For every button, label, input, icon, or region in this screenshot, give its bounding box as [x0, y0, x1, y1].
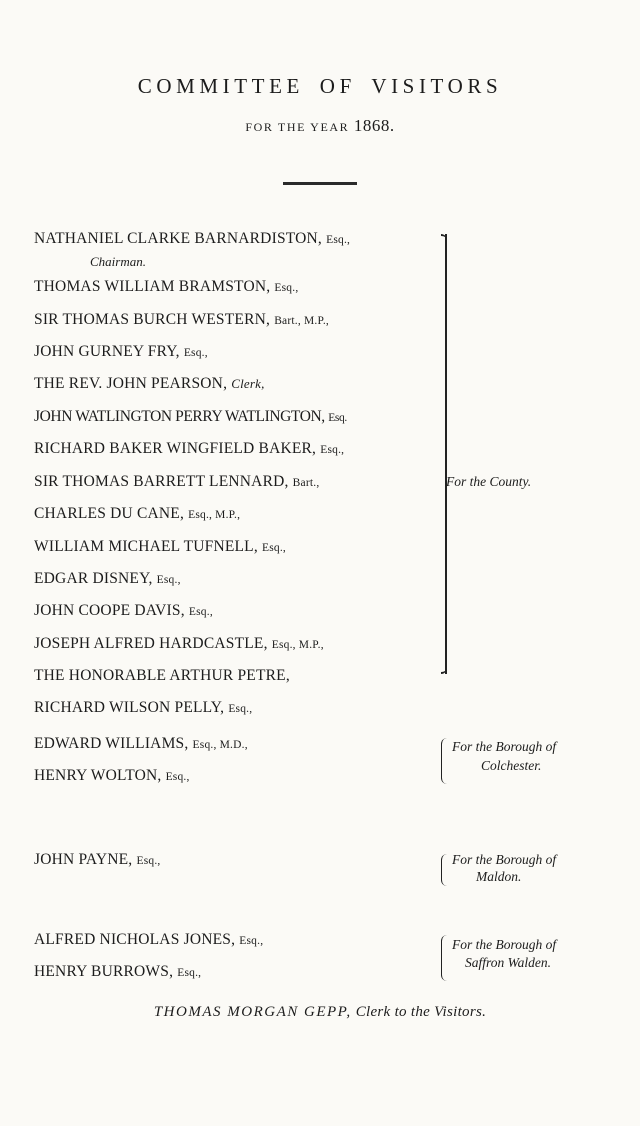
clerk-role: Clerk to the Visitors.	[355, 1004, 487, 1020]
member-name: THE HONORABLE ARTHUR PETRE,	[34, 667, 290, 684]
member-suffix: Esq.,	[183, 347, 208, 359]
member-name: JOHN WATLINGTON PERRY WATLINGTON,	[34, 408, 325, 425]
member-name: RICHARD WILSON PELLY,	[34, 699, 225, 716]
member-name: EDGAR DISNEY,	[34, 570, 153, 587]
member-name: CHARLES DU CANE,	[34, 505, 185, 522]
maldon-label-1: For the Borough of	[452, 852, 557, 867]
member-suffix: Bart.,	[292, 477, 320, 489]
clerk-name: THOMAS MORGAN GEPP,	[153, 1004, 352, 1020]
member-suffix: Esq.,	[228, 703, 253, 715]
member-suffix: Esq.,	[239, 935, 264, 947]
member-name: JOHN PAYNE,	[34, 851, 133, 868]
member-row	[34, 230, 350, 248]
member-row	[34, 375, 265, 393]
member-name: JOHN COOPE DAVIS,	[34, 602, 185, 619]
chairman-note: Chairman.	[90, 254, 146, 269]
member-name: HENRY BURROWS,	[34, 963, 174, 980]
page-subtitle	[0, 116, 640, 136]
subtitle-prefix: FOR THE YEAR	[245, 120, 350, 134]
member-row	[34, 473, 319, 491]
member-row	[34, 931, 263, 949]
saffron-label-1: For the Borough of	[452, 937, 557, 952]
member-suffix: Esq.,	[274, 282, 299, 294]
member-suffix: Esq.,	[320, 444, 345, 456]
page-title: COMMITTEE OF VISITORS	[137, 74, 503, 98]
member-suffix: Esq.	[328, 412, 347, 424]
member-row	[34, 311, 329, 329]
member-suffix: Bart., M.P.,	[274, 315, 329, 327]
maldon-label-2: Maldon.	[476, 869, 522, 884]
member-row	[34, 538, 286, 556]
member-row	[34, 505, 240, 523]
member-suffix: Esq.,	[262, 542, 286, 554]
member-name: NATHANIEL CLARKE BARNARDISTON,	[34, 230, 323, 247]
member-row	[34, 343, 208, 361]
member-row	[34, 735, 248, 753]
member-name: WILLIAM MICHAEL TUFNELL,	[34, 538, 258, 555]
member-name: EDWARD WILLIAMS,	[34, 735, 189, 752]
member-row	[34, 963, 201, 981]
member-row	[34, 667, 290, 685]
member-row	[34, 408, 347, 426]
member-row	[34, 635, 324, 653]
member-name: JOHN GURNEY FRY,	[34, 343, 180, 360]
member-name: ALFRED NICHOLAS JONES,	[34, 931, 236, 948]
member-name: THE REV. JOHN PEARSON,	[34, 375, 228, 392]
member-row	[34, 851, 160, 869]
member-name: SIR THOMAS BARRETT LENNARD,	[34, 473, 289, 490]
member-row	[34, 278, 298, 296]
member-row	[34, 440, 344, 458]
member-row	[34, 570, 181, 588]
title-rule	[283, 182, 357, 185]
member-row	[34, 699, 252, 717]
saffron-bracket	[441, 935, 448, 981]
member-name: SIR THOMAS BURCH WESTERN,	[34, 311, 271, 328]
member-name: RICHARD BAKER WINGFIELD BAKER,	[34, 440, 317, 457]
member-suffix: Esq.,	[156, 574, 181, 586]
member-row	[34, 602, 213, 620]
colchester-label-1: For the Borough of	[452, 739, 557, 754]
member-suffix: Esq.,	[188, 606, 213, 618]
member-row	[34, 767, 190, 785]
member-suffix: Esq.,	[165, 771, 190, 783]
county-label: For the County.	[446, 474, 532, 489]
member-suffix: Esq.,	[326, 234, 351, 246]
member-suffix: Esq.,	[177, 967, 202, 979]
member-suffix: Esq., M.P.,	[188, 509, 241, 521]
member-name: HENRY WOLTON,	[34, 767, 162, 784]
member-name: THOMAS WILLIAM BRAMSTON,	[34, 278, 271, 295]
county-bracket	[437, 234, 447, 674]
member-suffix: Esq., M.D.,	[192, 739, 248, 751]
saffron-label-2: Saffron Walden.	[465, 955, 552, 970]
member-suffix: Esq.,	[136, 855, 161, 867]
subtitle-year: 1868.	[353, 116, 395, 135]
member-suffix: Clerk,	[231, 376, 265, 391]
maldon-bracket	[441, 854, 448, 886]
member-suffix: Esq., M.P.,	[271, 639, 324, 651]
clerk-line	[0, 1004, 640, 1021]
member-name: JOSEPH ALFRED HARDCASTLE,	[34, 635, 268, 652]
colchester-label-2: Colchester.	[481, 758, 542, 773]
colchester-bracket	[441, 738, 448, 784]
